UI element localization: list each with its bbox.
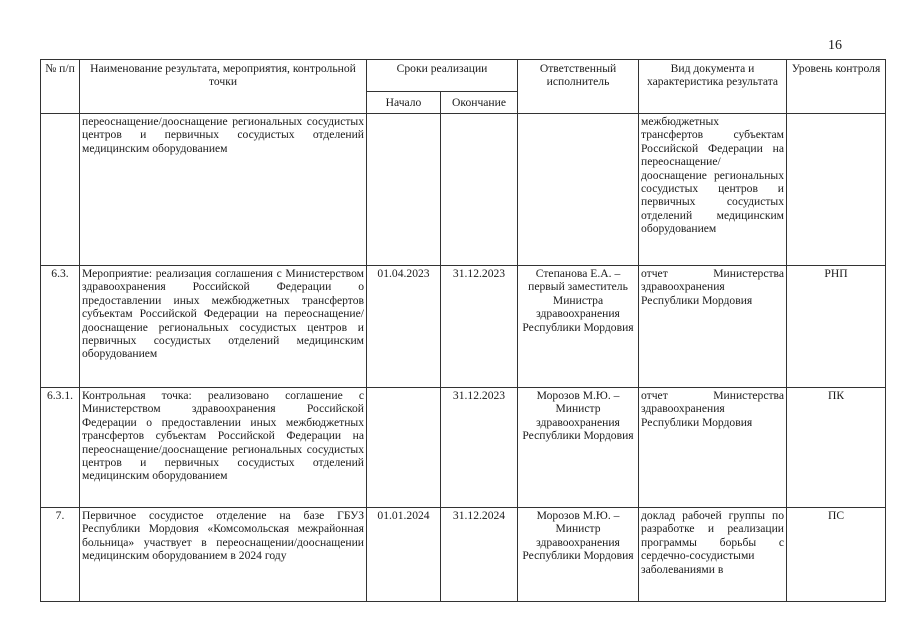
row-doc: отчет Министерства здравоохранения Республики Мордовия xyxy=(639,266,787,388)
row-end: 31.12.2024 xyxy=(441,508,518,602)
header-name: Наименование результата, мероприятия, контрольной точки xyxy=(80,60,367,114)
row-responsible xyxy=(518,114,639,266)
row-level: ПК xyxy=(787,388,886,508)
row-end xyxy=(441,114,518,266)
row-level: РНП xyxy=(787,266,886,388)
header-level: Уровень контроля xyxy=(787,60,886,114)
row-name: Первичное сосудистое отделение на базе ГБУЗ Республики Мордовия «Комсомольская межрайонная больница» участвует в переоснащении/дооснащении медицинским оборудованием в 2024 году xyxy=(80,508,367,602)
row-num xyxy=(41,114,80,266)
row-end: 31.12.2023 xyxy=(441,266,518,388)
row-start xyxy=(367,388,441,508)
row-start: 01.01.2024 xyxy=(367,508,441,602)
header-terms: Сроки реализации xyxy=(367,60,518,92)
row-responsible: Степанова Е.А. – первый заместитель Министра здравоохранения Республики Мордовия xyxy=(518,266,639,388)
table-row xyxy=(41,266,886,388)
row-name: переоснащение/дооснащение региональных сосудистых центров и первичных сосудистых отделений медицинским оборудованием xyxy=(80,114,367,266)
plan-table xyxy=(40,59,886,602)
row-num: 7. xyxy=(41,508,80,602)
row-doc: доклад рабочей группы по разработке и реализации программы борьбы с сердечно-сосудистыми заболеваниями в xyxy=(639,508,787,602)
row-start: 01.04.2023 xyxy=(367,266,441,388)
row-responsible: Морозов М.Ю. – Министр здравоохранения Республики Мордовия xyxy=(518,508,639,602)
row-name: Контрольная точка: реализовано соглашение с Министерством здравоохранения Российской Федерации о предоставлении иных межбюджетных трансфертов субъектам Российской Федерации на переоснащение/дооснащение региональных сосудистых центров и первичных сосудистых отделений медицинским оборудованием xyxy=(80,388,367,508)
row-responsible: Морозов М.Ю. – Министр здравоохранения Республики Мордовия xyxy=(518,388,639,508)
row-start xyxy=(367,114,441,266)
row-name: Мероприятие: реализация соглашения с Министерством здравоохранения Российской Федерации о предоставлении иных межбюджетных трансфертов субъектам Российской Федерации на переоснащение/дооснащение региональных сосудистых центров и первичных сосудистых отделений медицинским оборудованием xyxy=(80,266,367,388)
table-row xyxy=(41,388,886,508)
row-doc: отчет Министерства здравоохранения Республики Мордовия xyxy=(639,388,787,508)
row-end: 31.12.2023 xyxy=(441,388,518,508)
row-level: ПС xyxy=(787,508,886,602)
table-row xyxy=(41,114,886,266)
row-level xyxy=(787,114,886,266)
row-num: 6.3.1. xyxy=(41,388,80,508)
row-doc: межбюджетных трансфертов субъектам Российской Федерации на переоснащение/ дооснащение региональных сосудистых центров и первичных сосудистых отделений медицинским оборудованием xyxy=(639,114,787,266)
table-row xyxy=(41,508,886,602)
header-end: Окончание xyxy=(441,92,518,114)
header-num: № п/п xyxy=(41,60,80,114)
row-num: 6.3. xyxy=(41,266,80,388)
page-number: 16 xyxy=(828,38,842,53)
header-doc: Вид документа и характеристика результата xyxy=(639,60,787,114)
header-responsible: Ответственный исполнитель xyxy=(518,60,639,114)
header-start: Начало xyxy=(367,92,441,114)
